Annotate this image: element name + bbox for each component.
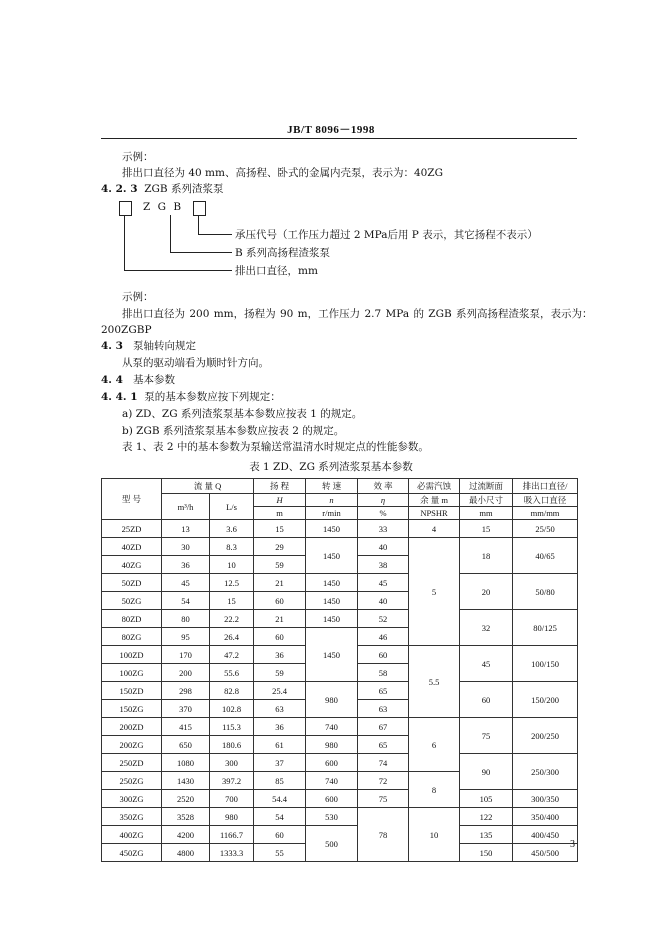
cell-port: 150/200 bbox=[513, 682, 578, 718]
section-4-4-heading bbox=[101, 373, 175, 387]
cell-passage: 90 bbox=[460, 754, 513, 790]
cell-speed: 1450 bbox=[306, 574, 358, 592]
diameter-box bbox=[119, 201, 132, 216]
cell-model: 400ZG bbox=[102, 826, 162, 844]
example2-code: 200ZGBP bbox=[101, 324, 152, 336]
cell-head: 60 bbox=[254, 826, 306, 844]
cell-port: 450/500 bbox=[513, 844, 578, 862]
example2-text: 排出口直径为 200 mm，扬程为 90 m，工作压力 2.7 MPa 的 ZGB 系列高扬程渣浆泵，表示为： bbox=[122, 308, 593, 320]
table-row bbox=[102, 574, 578, 592]
table-header-row-1 bbox=[102, 479, 578, 494]
cell-head: 55 bbox=[254, 844, 306, 862]
running-header: JB/T 8096－1998 bbox=[287, 124, 375, 136]
pressure-code-box bbox=[193, 201, 206, 216]
connector-series-v bbox=[170, 215, 171, 252]
cell-flow-m3h: 45 bbox=[162, 574, 210, 592]
cell-head: 36 bbox=[254, 646, 306, 664]
cell-flow-m3h: 13 bbox=[162, 520, 210, 538]
cell-flow-ls: 10 bbox=[210, 556, 254, 574]
cell-head: 21 bbox=[254, 574, 306, 592]
cell-efficiency: 75 bbox=[358, 790, 409, 808]
cell-flow-ls: 26.4 bbox=[210, 628, 254, 646]
table-note: 表 1、表 2 中的基本参数为泵输送常温清水时规定点的性能参数。 bbox=[122, 441, 429, 453]
cell-flow-ls: 397.2 bbox=[210, 772, 254, 790]
pump-parameters-table bbox=[101, 478, 578, 862]
cell-head: 54.4 bbox=[254, 790, 306, 808]
table-row bbox=[102, 520, 578, 538]
cell-model: 200ZG bbox=[102, 736, 162, 754]
th-npsh-2: 余 量 m bbox=[409, 494, 460, 507]
th-npsh: 必需汽蚀 bbox=[409, 479, 460, 494]
th-eff-symbol: η bbox=[358, 494, 409, 507]
cell-npsh: 8 bbox=[409, 772, 460, 808]
cell-flow-m3h: 54 bbox=[162, 592, 210, 610]
cell-flow-m3h: 80 bbox=[162, 610, 210, 628]
th-model: 型 号 bbox=[102, 479, 162, 520]
table-row bbox=[102, 718, 578, 736]
cell-flow-ls: 300 bbox=[210, 754, 254, 772]
cell-model: 80ZD bbox=[102, 610, 162, 628]
cell-flow-ls: 8.3 bbox=[210, 538, 254, 556]
cell-model: 450ZG bbox=[102, 844, 162, 862]
cell-model: 150ZG bbox=[102, 700, 162, 718]
cell-passage: 45 bbox=[460, 646, 513, 682]
th-port-2: 吸入口直径 bbox=[513, 494, 578, 507]
section-4-3-heading bbox=[101, 339, 196, 353]
cell-passage: 32 bbox=[460, 610, 513, 646]
cell-head: 37 bbox=[254, 754, 306, 772]
cell-flow-ls: 22.2 bbox=[210, 610, 254, 628]
cell-speed: 1450 bbox=[306, 610, 358, 628]
example1-label: 示例： bbox=[122, 151, 154, 163]
cell-flow-m3h: 3528 bbox=[162, 808, 210, 826]
section-number: 4. 2. 3 bbox=[101, 183, 138, 195]
cell-model: 25ZD bbox=[102, 520, 162, 538]
cell-port: 350/400 bbox=[513, 808, 578, 826]
cell-efficiency: 40 bbox=[358, 538, 409, 556]
section-4-3-body: 从泵的驱动端看为顺时针方向。 bbox=[122, 357, 269, 369]
table-row bbox=[102, 790, 578, 808]
cell-model: 50ZG bbox=[102, 592, 162, 610]
cell-flow-ls: 115.3 bbox=[210, 718, 254, 736]
cell-port: 80/125 bbox=[513, 610, 578, 646]
cell-flow-ls: 55.6 bbox=[210, 664, 254, 682]
cell-flow-m3h: 1080 bbox=[162, 754, 210, 772]
cell-flow-m3h: 170 bbox=[162, 646, 210, 664]
cell-flow-m3h: 95 bbox=[162, 628, 210, 646]
th-speed: 转 速 bbox=[306, 479, 358, 494]
cell-passage: 18 bbox=[460, 538, 513, 574]
th-npsh-unit: NPSHR bbox=[409, 507, 460, 520]
header-rule bbox=[101, 138, 577, 139]
section-4-4-1-heading bbox=[101, 390, 281, 404]
cell-speed: 980 bbox=[306, 682, 358, 718]
cell-port: 40/65 bbox=[513, 538, 578, 574]
cell-speed: 530 bbox=[306, 808, 358, 826]
section-title: 泵轴转向规定 bbox=[132, 340, 196, 352]
cell-npsh: 5.5 bbox=[409, 646, 460, 718]
th-passage: 过流断面 bbox=[460, 479, 513, 494]
cell-head: 60 bbox=[254, 628, 306, 646]
cell-speed: 740 bbox=[306, 772, 358, 790]
table-row bbox=[102, 754, 578, 772]
cell-flow-m3h: 298 bbox=[162, 682, 210, 700]
cell-head: 36 bbox=[254, 718, 306, 736]
cell-head: 59 bbox=[254, 664, 306, 682]
cell-efficiency: 67 bbox=[358, 718, 409, 736]
cell-flow-ls: 180.6 bbox=[210, 736, 254, 754]
cell-head: 61 bbox=[254, 736, 306, 754]
cell-efficiency: 65 bbox=[358, 682, 409, 700]
cell-flow-m3h: 370 bbox=[162, 700, 210, 718]
cell-efficiency: 78 bbox=[358, 808, 409, 862]
series-letters: Z G B bbox=[143, 201, 184, 213]
cell-npsh: 5 bbox=[409, 538, 460, 646]
th-flow: 流 量 Q bbox=[162, 479, 254, 494]
cell-efficiency: 45 bbox=[358, 574, 409, 592]
item-a: a) ZD、ZG 系列渣浆泵基本参数应按表 1 的规定。 bbox=[122, 408, 363, 420]
cell-model: 200ZD bbox=[102, 718, 162, 736]
cell-flow-m3h: 4200 bbox=[162, 826, 210, 844]
th-port-unit: mm/mm bbox=[513, 507, 578, 520]
cell-speed: 1450 bbox=[306, 520, 358, 538]
cell-speed: 1450 bbox=[306, 592, 358, 610]
cell-flow-ls: 700 bbox=[210, 790, 254, 808]
cell-head: 54 bbox=[254, 808, 306, 826]
cell-head: 59 bbox=[254, 556, 306, 574]
example1-text: 排出口直径为 40 mm、高扬程、卧式的金属内壳泵，表示为：40ZG bbox=[122, 167, 443, 179]
cell-efficiency: 40 bbox=[358, 592, 409, 610]
cell-model: 150ZD bbox=[102, 682, 162, 700]
th-port: 排出口直径/ bbox=[513, 479, 578, 494]
cell-model: 300ZG bbox=[102, 790, 162, 808]
cell-port: 400/450 bbox=[513, 826, 578, 844]
cell-passage: 122 bbox=[460, 808, 513, 826]
section-4-2-3-heading bbox=[101, 182, 223, 196]
th-passage-unit: mm bbox=[460, 507, 513, 520]
cell-npsh: 10 bbox=[409, 808, 460, 862]
section-title: 泵的基本参数应按下列规定： bbox=[144, 391, 281, 403]
cell-model: 80ZG bbox=[102, 628, 162, 646]
cell-passage: 135 bbox=[460, 826, 513, 844]
cell-head: 25.4 bbox=[254, 682, 306, 700]
table-caption: 表 1 ZD、ZG 系列渣浆泵基本参数 bbox=[249, 461, 413, 473]
cell-efficiency: 46 bbox=[358, 628, 409, 646]
connector-pressure-h bbox=[198, 234, 232, 235]
cell-head: 85 bbox=[254, 772, 306, 790]
cell-npsh: 6 bbox=[409, 718, 460, 772]
cell-head: 29 bbox=[254, 538, 306, 556]
cell-port: 50/80 bbox=[513, 574, 578, 610]
cell-port: 200/250 bbox=[513, 718, 578, 754]
table-row bbox=[102, 538, 578, 556]
label-series: B 系列高扬程渣浆泵 bbox=[235, 247, 331, 259]
th-head: 扬 程 bbox=[254, 479, 306, 494]
cell-model: 100ZG bbox=[102, 664, 162, 682]
section-number: 4. 4. 1 bbox=[101, 391, 138, 403]
cell-port: 300/350 bbox=[513, 790, 578, 808]
cell-head: 15 bbox=[254, 520, 306, 538]
cell-speed: 740 bbox=[306, 718, 358, 736]
cell-flow-ls: 15 bbox=[210, 592, 254, 610]
cell-efficiency: 60 bbox=[358, 646, 409, 664]
th-efficiency: 效 率 bbox=[358, 479, 409, 494]
th-head-unit: m bbox=[254, 507, 306, 520]
th-speed-symbol: n bbox=[306, 494, 358, 507]
cell-flow-ls: 980 bbox=[210, 808, 254, 826]
label-pressure-code: 承压代号（工作压力超过 2 MPa后用 P 表示，其它扬程不表示） bbox=[235, 229, 538, 241]
cell-model: 40ZG bbox=[102, 556, 162, 574]
cell-efficiency: 38 bbox=[358, 556, 409, 574]
cell-model: 250ZD bbox=[102, 754, 162, 772]
cell-passage: 60 bbox=[460, 682, 513, 718]
cell-model: 50ZD bbox=[102, 574, 162, 592]
cell-efficiency: 52 bbox=[358, 610, 409, 628]
cell-flow-ls: 47.2 bbox=[210, 646, 254, 664]
cell-passage: 150 bbox=[460, 844, 513, 862]
cell-flow-m3h: 650 bbox=[162, 736, 210, 754]
cell-efficiency: 74 bbox=[358, 754, 409, 772]
th-flow-ls: L/s bbox=[210, 494, 254, 520]
th-head-symbol: H bbox=[254, 494, 306, 507]
connector-diameter-h bbox=[124, 270, 232, 271]
cell-flow-ls: 102.8 bbox=[210, 700, 254, 718]
cell-speed: 600 bbox=[306, 790, 358, 808]
table-row bbox=[102, 808, 578, 826]
section-title: 基本参数 bbox=[132, 374, 175, 386]
cell-port: 250/300 bbox=[513, 754, 578, 790]
cell-passage: 20 bbox=[460, 574, 513, 610]
cell-flow-m3h: 30 bbox=[162, 538, 210, 556]
cell-speed: 500 bbox=[306, 826, 358, 862]
cell-speed: 600 bbox=[306, 754, 358, 772]
cell-flow-ls: 3.6 bbox=[210, 520, 254, 538]
cell-npsh: 4 bbox=[409, 520, 460, 538]
cell-passage: 15 bbox=[460, 520, 513, 538]
cell-flow-ls: 82.8 bbox=[210, 682, 254, 700]
label-diameter: 排出口直径，mm bbox=[235, 265, 318, 277]
cell-efficiency: 63 bbox=[358, 700, 409, 718]
cell-speed: 1450 bbox=[306, 628, 358, 682]
cell-efficiency: 33 bbox=[358, 520, 409, 538]
cell-head: 60 bbox=[254, 592, 306, 610]
page-number: 3 bbox=[570, 839, 575, 850]
th-flow-m3h: m³/h bbox=[162, 494, 210, 520]
cell-speed: 980 bbox=[306, 736, 358, 754]
cell-passage: 75 bbox=[460, 718, 513, 754]
cell-flow-m3h: 2520 bbox=[162, 790, 210, 808]
th-eff-unit: % bbox=[358, 507, 409, 520]
section-title: ZGB 系列渣浆泵 bbox=[144, 183, 224, 195]
section-number: 4. 3 bbox=[101, 340, 123, 352]
example2-label: 示例： bbox=[122, 291, 154, 303]
th-speed-unit: r/min bbox=[306, 507, 358, 520]
cell-model: 100ZD bbox=[102, 646, 162, 664]
cell-flow-m3h: 36 bbox=[162, 556, 210, 574]
connector-pressure-v bbox=[198, 215, 199, 234]
cell-speed: 1450 bbox=[306, 538, 358, 574]
cell-model: 40ZD bbox=[102, 538, 162, 556]
table-row bbox=[102, 610, 578, 628]
cell-model: 250ZG bbox=[102, 772, 162, 790]
cell-flow-m3h: 415 bbox=[162, 718, 210, 736]
cell-flow-m3h: 200 bbox=[162, 664, 210, 682]
cell-flow-ls: 1333.3 bbox=[210, 844, 254, 862]
th-passage-2: 最小尺寸 bbox=[460, 494, 513, 507]
cell-flow-ls: 1166.7 bbox=[210, 826, 254, 844]
item-b: b) ZGB 系列渣浆泵基本参数应按表 2 的规定。 bbox=[122, 425, 345, 437]
cell-head: 21 bbox=[254, 610, 306, 628]
cell-port: 100/150 bbox=[513, 646, 578, 682]
cell-port: 25/50 bbox=[513, 520, 578, 538]
table-row bbox=[102, 682, 578, 700]
cell-efficiency: 72 bbox=[358, 772, 409, 790]
cell-head: 63 bbox=[254, 700, 306, 718]
table-row bbox=[102, 826, 578, 844]
cell-passage: 105 bbox=[460, 790, 513, 808]
cell-flow-m3h: 1430 bbox=[162, 772, 210, 790]
connector-series-h bbox=[170, 252, 232, 253]
section-number: 4. 4 bbox=[101, 374, 123, 386]
cell-flow-m3h: 4800 bbox=[162, 844, 210, 862]
connector-diameter-v bbox=[124, 215, 125, 270]
cell-flow-ls: 12.5 bbox=[210, 574, 254, 592]
cell-efficiency: 58 bbox=[358, 664, 409, 682]
cell-model: 350ZG bbox=[102, 808, 162, 826]
table-header-row-2 bbox=[102, 494, 578, 507]
cell-efficiency: 65 bbox=[358, 736, 409, 754]
